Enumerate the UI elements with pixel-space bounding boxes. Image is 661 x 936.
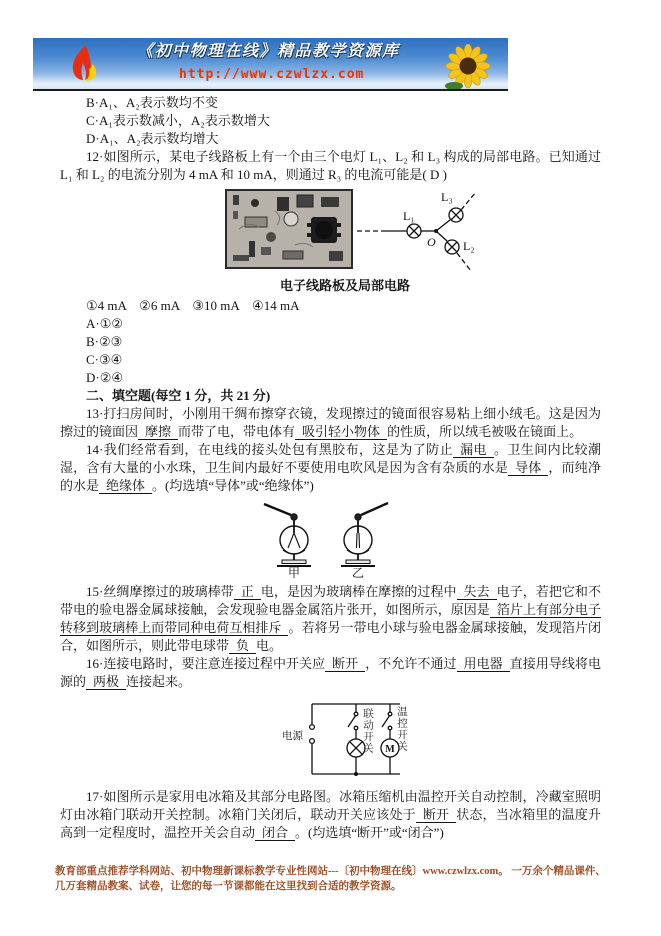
- blank-answer: 摩擦: [138, 424, 178, 440]
- section-2-heading: 二、填空题(每空 1 分，共 21 分): [86, 388, 271, 403]
- text-segment: 。(均选填“导体”或“绝缘体”): [152, 478, 314, 493]
- text-segment: 电，是因为玻璃棒在摩擦的过程中: [260, 584, 457, 599]
- q11-option-b: B·A₁、A₂表示数均不变: [86, 95, 218, 110]
- figure-fridge-circuit: [272, 696, 447, 786]
- text-segment: 连接起来。: [126, 674, 192, 689]
- circuit-board-photo: [225, 189, 353, 269]
- text-segment: 。(均选填“断开”或“闭合”): [295, 825, 444, 840]
- power-source-label: 电源: [282, 731, 303, 742]
- question-15-text: [60, 583, 601, 655]
- blank-answer: 失去: [457, 584, 497, 600]
- blank-answer: 绝缘体: [99, 478, 152, 494]
- site-banner: [33, 38, 508, 91]
- text-segment: 。卫生间内比较潮湿，含有大量的小水珠，卫生间内最好不要使用电吹风是因为含有杂质的水是: [60, 442, 601, 475]
- partial-circuit-diagram: [357, 187, 483, 277]
- lamp-L2-icon: [445, 240, 459, 254]
- thermo-switch-label: 温控开关: [396, 706, 407, 752]
- text-segment: 15·丝绸摩擦过的玻璃棒带: [86, 584, 234, 599]
- thermo-switch-icon: [382, 704, 392, 739]
- electroscope-closed: [326, 502, 390, 580]
- electroscope-left-label: 甲: [287, 566, 300, 580]
- q12-choice-d: D·②④: [86, 370, 124, 385]
- text-segment: ，不允许不通过: [365, 656, 457, 671]
- question-14-text: [60, 441, 601, 495]
- blank-answer: 导体: [508, 460, 548, 476]
- banner-title: 《初中物理在线》精品教学资源库: [137, 43, 400, 60]
- blank-answer: 正: [234, 584, 261, 600]
- document-body: [0, 94, 661, 842]
- electroscope-open: [262, 502, 326, 580]
- text-segment: 14·我们经常看到，在电线的接头处包有黑胶布，这是为了防止: [86, 442, 454, 457]
- text-segment: 17·如图所示是家用电冰箱及其部分电路图。冰箱压缩机由温控开关自动控制，冷藏室照明灯由冰箱门联动开关控制。冰箱门关闭后，联动开关应该处于: [60, 789, 601, 822]
- q12-choice-row: ①4 mA ②6 mA ③10 mA ④14 mA: [86, 298, 300, 313]
- q12-choice-c: C·③④: [86, 352, 123, 367]
- text-segment: 状态，当冰箱里的温度升高到一定程度时，温控开关会自动: [60, 807, 601, 840]
- sunflower-icon: [442, 44, 494, 90]
- label-lamp-l3: L₃: [441, 190, 453, 204]
- q12-choice-b: B·②③: [86, 334, 123, 349]
- question-16-text: [60, 655, 601, 691]
- blank-answer: 漏电: [453, 442, 494, 458]
- text-segment: 而带了电，带电体有: [178, 424, 296, 439]
- q11-option-d: D·A₁、A₂表示数均增大: [86, 131, 219, 146]
- blank-answer: 闭合: [255, 825, 295, 841]
- text-segment: 直接用导线将电源的: [60, 656, 601, 689]
- label-lamp-l1: L₁: [403, 209, 415, 223]
- page-footer: [55, 864, 631, 894]
- site-logo-flame-icon: [61, 42, 107, 88]
- blank-answer: 断开: [325, 656, 365, 672]
- lamp-L1-icon: [407, 224, 421, 238]
- question-13-text: [60, 405, 601, 441]
- text-segment: 16·连接电路时，要注意连接过程中开关应: [86, 656, 326, 671]
- q11-option-c: C·A₁表示数减小，A₂表示数增大: [86, 113, 270, 128]
- blank-answer: 断开: [416, 807, 456, 823]
- text-segment: 。若将另一带电小球与验电器金属球接触，发现箔片闭合，如图所示，则此带电球带: [60, 620, 601, 653]
- blank-answer: 用电器: [457, 656, 510, 672]
- q12-choice-a: A·①②: [86, 316, 124, 331]
- linked-switch-label: 联动开关: [362, 708, 373, 754]
- blank-answer: 吸引轻小物体: [295, 424, 387, 440]
- label-junction-o: O: [427, 235, 436, 249]
- electroscope-closed-icon: [326, 502, 390, 568]
- text-segment: 的性质，所以绒毛被吸在镜面上。: [387, 424, 583, 439]
- lamp-L3-icon: [449, 208, 463, 222]
- text-segment: ，而纯净的水是: [60, 460, 601, 493]
- banner-url-link[interactable]: http://www.czwlzx.com: [179, 67, 365, 82]
- question-17-text: [60, 788, 601, 842]
- blank-answer: 两极: [86, 674, 126, 690]
- figure-electroscopes: [262, 502, 392, 580]
- text-segment: 电子，若把它和不带电的验电器金属球接触，会发现验电器金属箔片张开，如图所示，原因是: [60, 584, 601, 617]
- text-segment: 13·打扫房间时，小刚用干绸布擦穿衣镜，发现擦过的镜面很容易粘上细小绒毛。这是因为擦过的镜面因: [60, 406, 601, 439]
- question-12-text: 12·如图所示，某电子线路板上有一个由三个电灯 L₁、L₂ 和 L₃ 构成的局部电路。已知通过 L₁ 和 L₂ 的电流分别为 4 mA 和 10 mA，则通过 R₃ 的电流可能是( D ): [60, 149, 601, 182]
- blank-answer: 负: [229, 638, 256, 654]
- blank-answer: 箔片上有部分电子转移到玻璃棒上而带同种电荷互相排斥: [60, 602, 601, 635]
- label-lamp-l2: L₂: [463, 239, 475, 253]
- figure-caption: 电子线路板及局部电路: [279, 278, 410, 293]
- motor-letter-label: M: [385, 744, 395, 755]
- figure-circuit-board: [225, 187, 485, 277]
- footer-line-1: 教育部重点推荐学科网站、初中物理新课标教学专业性网站---〔初中物理在线〕www.czwlzx.com。 一万余个精品课件、: [55, 866, 606, 877]
- electroscope-open-icon: [262, 502, 326, 568]
- text-segment: 电。: [256, 638, 283, 653]
- footer-line-2: 几万套精品教案、试卷，让您的每一节课都能在这里找到合适的教学资源。: [55, 881, 402, 892]
- electroscope-right-label: 乙: [351, 566, 364, 580]
- linked-switch-icon: [348, 704, 358, 739]
